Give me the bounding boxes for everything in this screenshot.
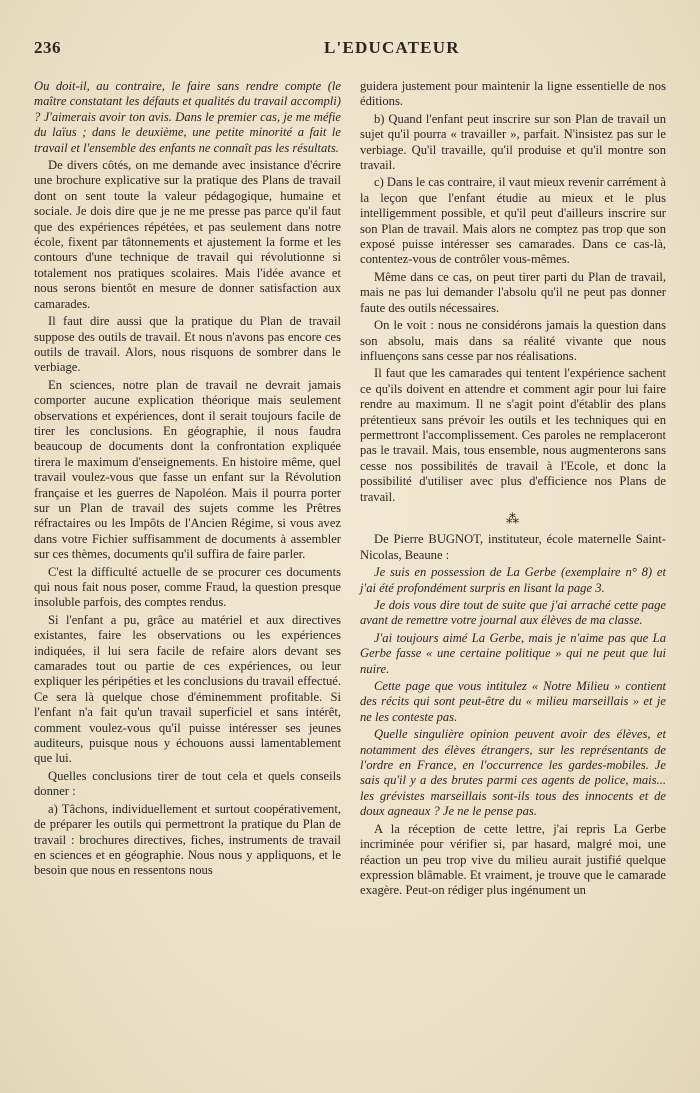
paragraph: Quelle singulière opinion peuvent avoir des élèves, et notamment des élèves étrangers, sur les représentants de l'ordre en France, en l'occurrence les gardes-mobiles. Je sais qu'il y a des brutes parmi ces agents de police, mais... les grévistes marseillais sont-ils tous des innocents et de doux agneaux ? Je ne le pense pas. (360, 727, 666, 819)
paragraph: Ou doit-il, au contraire, le faire sans rendre compte (le maître constatant les défauts et qualités du travail accompli) ? J'aimerais avoir ton avis. Dans le premier cas, je me méfie du laïus ; dans le deuxième, une petite minorité a fait le travail et l'ensemble des enfants ne connaît pas les résultats. (34, 79, 341, 155)
paragraph: En sciences, notre plan de travail ne devrait jamais comporter aucune explication théorique mais seulement observations et expériences, dont il serait toujours facile de tirer les conclusions. En géographie, il nous faudra beaucoup de documents dont la confrontation expliquée tirera le maximum d'enseignements. En histoire même, quel travail voulez-vous que fasse un enfant sur la Révolution française et les guerres de Napoléon. Mais il pourra porter sur un Plan de travail des sujets comme les Prêtres réfractaires ou les Impôts de l'Ancien Régime, si vous avez dans votre Fichier suffisamment de documents à assembler sur ces thèmes, documents qu'il suffira de faire parler. (34, 377, 341, 562)
section-ornament: ⁂ (506, 510, 520, 526)
paragraph: Je suis en possession de La Gerbe (exemplaire n° 8) et j'ai été profondément surpris en lisant la page 3. (360, 565, 666, 595)
paragraph: Cette page que vous intitulez « Notre Milieu » contient des récits qui sont peut-être du « milieu marseillais » et je ne les conteste pas. (360, 679, 666, 724)
right-column-part-2 (360, 532, 666, 898)
paragraph: b) Quand l'enfant peut inscrire sur son Plan de travail un sujet qu'il pourra « travailler », parfait. N'insistez pas sur le verbiage. Qu'il travaille, qu'il produise et qu'il montre son travail. (360, 111, 666, 173)
paragraph: Il faut que les camarades qui tentent l'expérience sachent ce qu'ils doivent en attendre et comment agir pour lui faire rendre au maximum. Il ne s'agit point d'établir des plans prétentieux sans prévoir les outils et les techniques qui en permettront l'accomplissement. Ces paroles ne remplaceront pas le travail. Mais, tous ensemble, nous augmenterons sans cesse nos possibilités de travail à l'Ecole, et donc la possibilité d'utiliser avec plus d'efficience nos Plans de travail. (360, 366, 666, 504)
right-column-part-1 (360, 79, 666, 505)
paragraph: De divers côtés, on me demande avec insistance d'écrire une brochure explicative sur la pratique des Plans de travail dont on sent toute la valeur pédagogique, humaine et sociale. Je dois dire que je ne me presse pas parce qu'il faut que des expériences répétées, et pas seulement dans notre école, fixent par tâtonnements et ajustement la forme et les contours d'une technique de travail qui révolutionne si totalement nos pratiques scolaires. Mais l'idée avance et nous serons bientôt en mesure de donner satisfaction aux camarades. (34, 158, 341, 311)
paragraph: J'ai toujours aimé La Gerbe, mais je n'aime pas que La Gerbe fasse « une certaine politique » qui ne peut que lui nuire. (360, 630, 666, 676)
paragraph: A la réception de cette lettre, j'ai repris La Gerbe incriminée pour vérifier si, par hasard, malgré moi, une réaction un peu trop vive du milieu aurait justifié quelque expression blâmable. Et vraiment, je trouve que le camarade exagère. Peut-on rédiger plus ingénument un (360, 821, 666, 898)
paragraph: Il faut dire aussi que la pratique du Plan de travail suppose des outils de travail. Et nous n'avons pas encore ces outils de travail. Alors, nous risquons de sombrer dans le verbiage. (34, 314, 341, 375)
paragraph: Je dois vous dire tout de suite que j'ai arraché cette page avant de remettre votre journal aux élèves de ma classe. (360, 598, 666, 628)
paragraph: Même dans ce cas, on peut tirer parti du Plan de travail, mais ne pas lui demander l'absolu qu'il ne peut pas donner faute des outils nécessaires. (360, 269, 666, 315)
paragraph: a) Tâchons, individuellement et surtout coopérativement, de préparer les outils qui permettront la pratique du Plan de travail : brochures directives, fiches, instruments de travail en sciences et en géographie. Nous nous y appliquons, et le besoin que nous en ressentons nous (34, 801, 341, 878)
paragraph: c) Dans le cas contraire, il vaut mieux revenir carrément à la leçon que l'enfant étudie au mieux et le plus intelligemment possible, et qu'il peut d'ailleurs inscrire sur son Plan de travail. Mais alors ne comptez pas trop que son exposé puisse intéresser ses camarades. Dans ce cas-là, contentez-vous de contrôler vous-mêmes. (360, 175, 666, 267)
journal-title: L'EDUCATEUR (324, 38, 460, 57)
page-number: 236 (34, 38, 61, 57)
paragraph: Quelles conclusions tirer de tout cela et quels conseils donner : (34, 768, 341, 799)
right-column (360, 79, 666, 901)
paragraph: C'est la difficulté actuelle de se procurer ces documents qui nous fait nous poser, comme Fraud, la question presque insoluble parfois, des comptes rendus. (34, 564, 341, 610)
paragraph: Si l'enfant a pu, grâce au matériel et aux directives existantes, faire les observations ou les expériences indiquées, il lui sera facile de refaire alors devant ses camarades tout ou partie de ces expériences, ou leur expliquer les péripéties et les conclusions du travail effectué. Ce sera là quelque chose d'éminemment profitable. Si l'enfant n'a fait qu'un travail superficiel et sans intérêt, comment voulez-vous qu'il puisse intéresser ses jeunes auditeurs, puisque nous y échouons aussi lamentablement que lui. (34, 612, 341, 766)
left-column (34, 79, 341, 881)
paragraph: On le voit : nous ne considérons jamais la question dans son absolu, mais dans sa réalité vivante que nous influençons sans cesse par nos réalisations. (360, 318, 666, 363)
paragraph: guidera justement pour maintenir la ligne essentielle de nos éditions. (360, 79, 666, 109)
paragraph: De Pierre BUGNOT, instituteur, école maternelle Saint-Nicolas, Beaune : (360, 532, 666, 562)
page-header (34, 38, 666, 64)
